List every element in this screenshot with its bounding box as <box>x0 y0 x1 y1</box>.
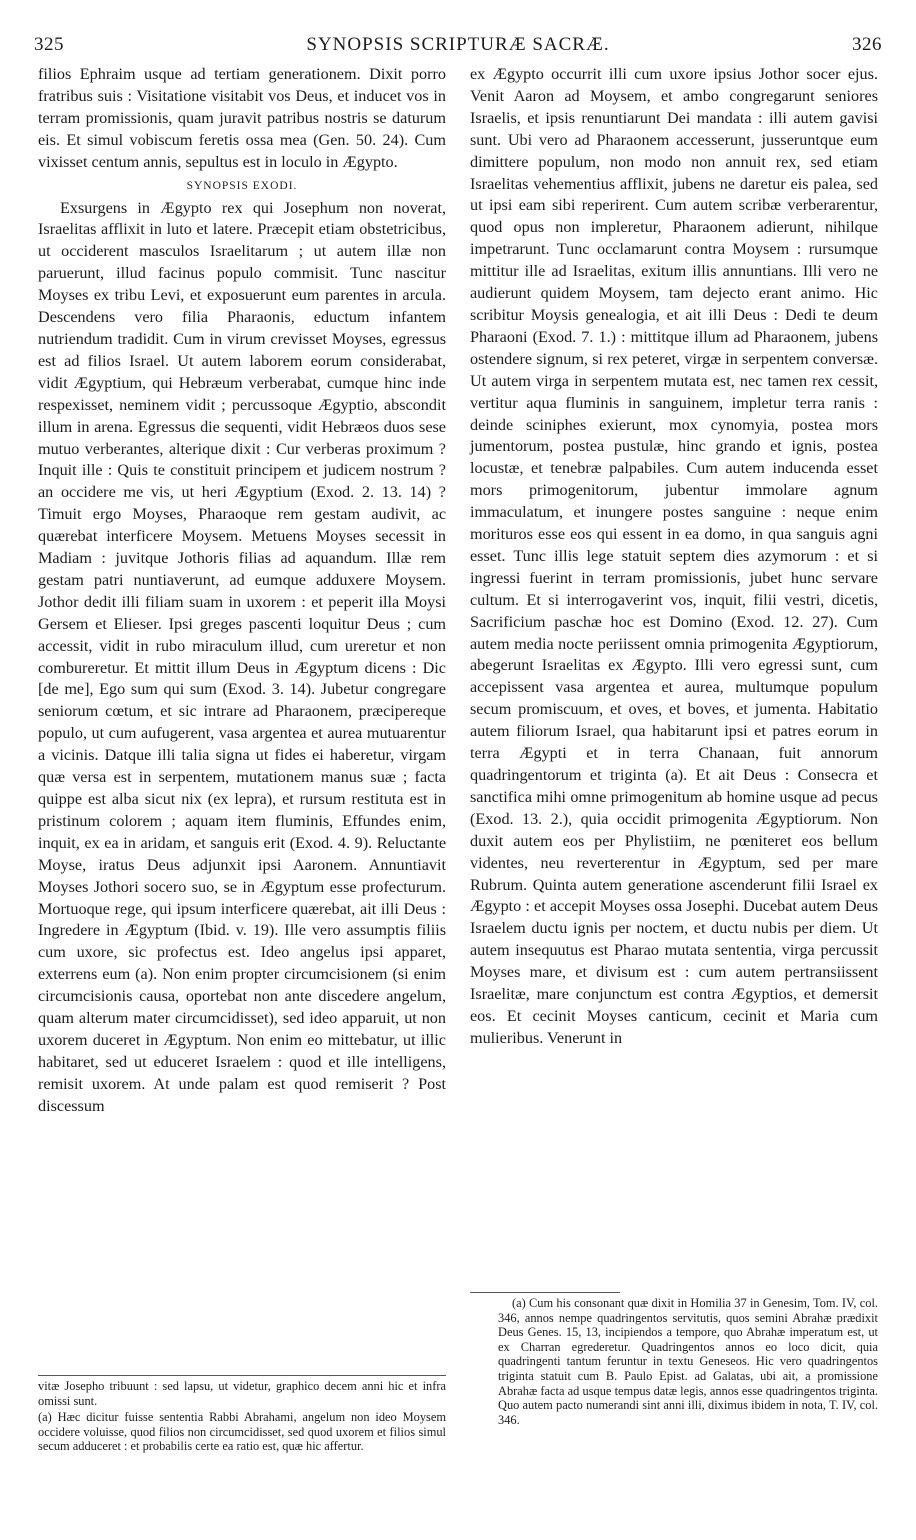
left-paragraph-1: filios Ephraim usque ad tertiam generationem. Dixit porro fratribus suis : Visitatione visitabit vos Deus, et inducet vos in terram promissionis, quam juravit patribus nostris se daturum eis. Et simul vobiscum feretis ossa mea (Gen. 50. 24). Cum vixisset centum annis, sepultus est in loculo in Ægypto. <box>38 65 446 171</box>
footnotes-right <box>498 1296 878 1429</box>
running-title: SYNOPSIS SCRIPTURÆ SACRÆ. <box>306 34 610 55</box>
right-paragraph-1: ex Ægypto occurrit illi cum uxore ipsius Jothor socer ejus. Venit Aaron ad Moysem, et ambo congregarunt seniores Israelis, et ipsis renuntiarunt Dei mandata : illi autem gavisi sunt. Ubi vero ad Pharaonem accesserunt, jusseruntque eum dimittere populum, non modo non annuit rex, sed etiam Israelitas vehementius afflixit, jubens ne daretur eis palea, sed ut ipsi eam sibi reperirent. Cum autem scribæ verberarentur, quod opus non impleretur, Pharaonem adierunt, nihilque impetrarunt. Tunc occlamarunt contra Moysem : rursumque mittitur ille ad Israelitas, exitum illis annuntians. Illi vero ne audierunt quidem Moysem, tam dejecto erant animo. Hic scribitur Moysis genealogia, et ait illi Deus : Dedi te deum Pharaoni (Exod. 7. 1.) : mittitque illum ad Pharaonem, jubens ostendere signum, si rex peteret, virgæ in serpentem conversæ. Ut autem virga in serpentem mutata est, nec tamen rex cessit, vertitur aqua fluminis in sanguinem, impletur terra ranis : deinde sciniphes exierunt, mox cynomyia, postea mors jumentorum, postea pustulæ, hinc grando et ignis, postea locustæ, et tenebræ palpabiles. Cum autem inducenda esset mors primogenitorum, jubentur immolare agnum immaculatum, et inungere postes sanguine : neque enim morituros esse eos qui essent in ea domo, in qua sanguis agni esset. Tunc illis lege statuit septem dies azymorum : et si ingressi fuerint in terram promissionis, jubet hunc servare cultum. Et si interrogaverint vos, inquit, filii vestri, dicetis, Sacrificium paschæ hoc est Domino (Exod. 12. 27). Cum autem media nocte periissent omnia primogenita Ægyptiorum, abegerunt Israelitas ex Ægypto. Illi vero egressi sunt, cum accepissent vasa argentea et aurea, multumque populum secum promiscuum, et oves, et boves, et jumenta. Habitatio autem filiorum Israel, qua habitarunt ipsi et patres eorum in terra Ægypti et in terra Chanaan, fuit annorum quadringentorum et triginta (a). Et ait Deus : Consecra et sanctifica mihi omne primogenitum ab homine usque ad pecus (Exod. 13. 2.), quia occidit primogenita Ægyptiorum. Non duxit autem eos per Phylistiim, ne pœniteret eos bellum videntes, neu reverterentur in Ægyptum, sed per mare Rubrum. Quinta autem generatione ascenderunt filii Israel ex Ægypto : et accepit Moyses ossa Josephi. Ducebat autem Deus Israelem ductu ignis per noctem, et ductu nubis per diem. Ut autem insequutus est Pharao mutata sententia, virga percussit Moyses mare, et divisum est : cum autem pertransiissent Israelitæ, mare conjunctum est contra Ægyptios, et demersit eos. Et cecinit Moyses canticum, cecinit et Maria cum mulieribus. Venerunt in <box>470 65 878 1047</box>
left-column <box>38 64 446 1118</box>
footnote-a-left: (a) Hæc dicitur fuisse sententia Rabbi Abrahami, angelum non ideo Moysem occidere voluisse, quod filios non circumcidisset, sed quod uxorem et filios simul secum adduceret : et probabilis certe ea ratio est, quæ hic affertur. <box>38 1410 446 1454</box>
footnote-rule-right <box>470 1292 620 1293</box>
footnote-continued: vitæ Josepho tribuunt : sed lapsu, ut videtur, graphico decem anni hic et infra omissi sunt. <box>38 1379 446 1408</box>
footnote-a-right: (a) Cum his consonant quæ dixit in Homilia 37 in Genesim, Tom. IV, col. 346, annos nempe quadringentos servitutis, quos semini Abrahæ prædixit Deus Genes. 15, 13, incipiendos a tempore, quo Abrahæ imperatum est, ut ex Charran egrederetur. Quadringentos annos eo loco dicit, quia quadringenti tantum feruntur in textu Geneseos. Hic vero quadringentos triginta statuit cum B. Paulo Epist. ad Galatas, ubi ait, a promissione Abrahæ facta ad usque tempus datæ legis, annos esse quadringentos triginta. Quo autem pacto numerandi sint anni illi, diximus ibidem in nota, T. IV, col. 346. <box>498 1296 878 1427</box>
page-number-left: 325 <box>34 34 64 55</box>
right-column <box>470 64 878 1050</box>
page-number-right: 326 <box>852 34 882 55</box>
running-header <box>34 34 882 60</box>
section-heading: SYNOPSIS EXODI. <box>186 179 298 192</box>
footnotes-left <box>38 1375 446 1456</box>
left-paragraph-2: Exsurgens in Ægypto rex qui Josephum non noverat, Israelitas afflixit in luto et latere. Præcepit etiam obstetricibus, ut occiderent masculos Israelitarum ; ut autem illæ non paruerunt, illud facinus populo commisit. Tunc nascitur Moyses ex tribu Levi, et exposuerunt eum parentes in arcula. Descendens vero filia Pharaonis, eductum infantem nutriendum tradidit. Cum in virum crevisset Moyses, egressus est ad filios Israel. Ut autem laborem eorum considerabat, vidit Ægyptium, qui Hebræum verberabat, cumque hinc inde respexisset, neminem vidit ; percussoque Ægyptio, abscondit illum in arena. Egressus die sequenti, vidit Hebræos duos sese mutuo verberantes, alterique dixit : Cur verberas proximum ? Inquit ille : Quis te constituit principem et judicem nostrum ? an occidere me vis, ut heri Ægyptium (Exod. 2. 13. 14) ? Timuit ergo Moyses, Pharaoque rem gestam audivit, ac quærebat interficere Moysem. Metuens Moyses secessit in Madiam : juvitque Jothoris filias ad aquandum. Illæ rem gestam patri nuntiaverunt, ad eumque adduxere Moysem. Jothor dedit illi filiam suam in uxorem : et peperit illa Moysi Gersem et Elieser. Ipsi greges pascenti loquitur Deus ; cum accessit, vidit in rubo miraculum illud, cum ureretur et non combureretur. Et mittit illum Deus in Ægyptum dicens : Dic [de me], Ego sum qui sum (Exod. 3. 14). Jubetur congregare seniorum cœtum, et sic intrare ad Pharaonem, præcipereque populo, ut cum aufugerent, vasa argentea et aurea mutuarentur a vicinis. Datque illi talia signa ut fides ei haberetur, virgam quæ versa est in serpentem, mutationem manus suæ ; facta quippe est alba sicut nix (ex lepra), et rursum restituta est in pristinum colorem ; aquam item fluminis, Effundes enim, inquit, ex ea in aridam, et sanguis erit (Exod. 4. 9). Reluctante Moyse, iratus Deus adjunxit ipsi Aaronem. Annuntiavit Moyses Jothori socero suo, se in Ægyptum esse profecturum. Mortuoque rege, qui ipsum interficere quærebat, ait illi Deus : Ingredere in Ægyptum (Ibid. v. 19). Ille vero assumptis filiis cum uxore, sic profectus est. Ideo angelus ipsi apparet, exterrens eum (a). Non enim propter circumcisionem (si enim circumcisionis causa, oportebat non ante discedere angelum, quam alterum mater circumcidisset), sed ideo apparuit, ut non uxorem duceret in Ægyptum. Non enim eo mittebatur, ut illic habitaret, sed ut educeret Israelem : quod et ille intelligens, remisit uxorem. At unde palam est quod remiserit ? Post discessum <box>38 198 446 1115</box>
